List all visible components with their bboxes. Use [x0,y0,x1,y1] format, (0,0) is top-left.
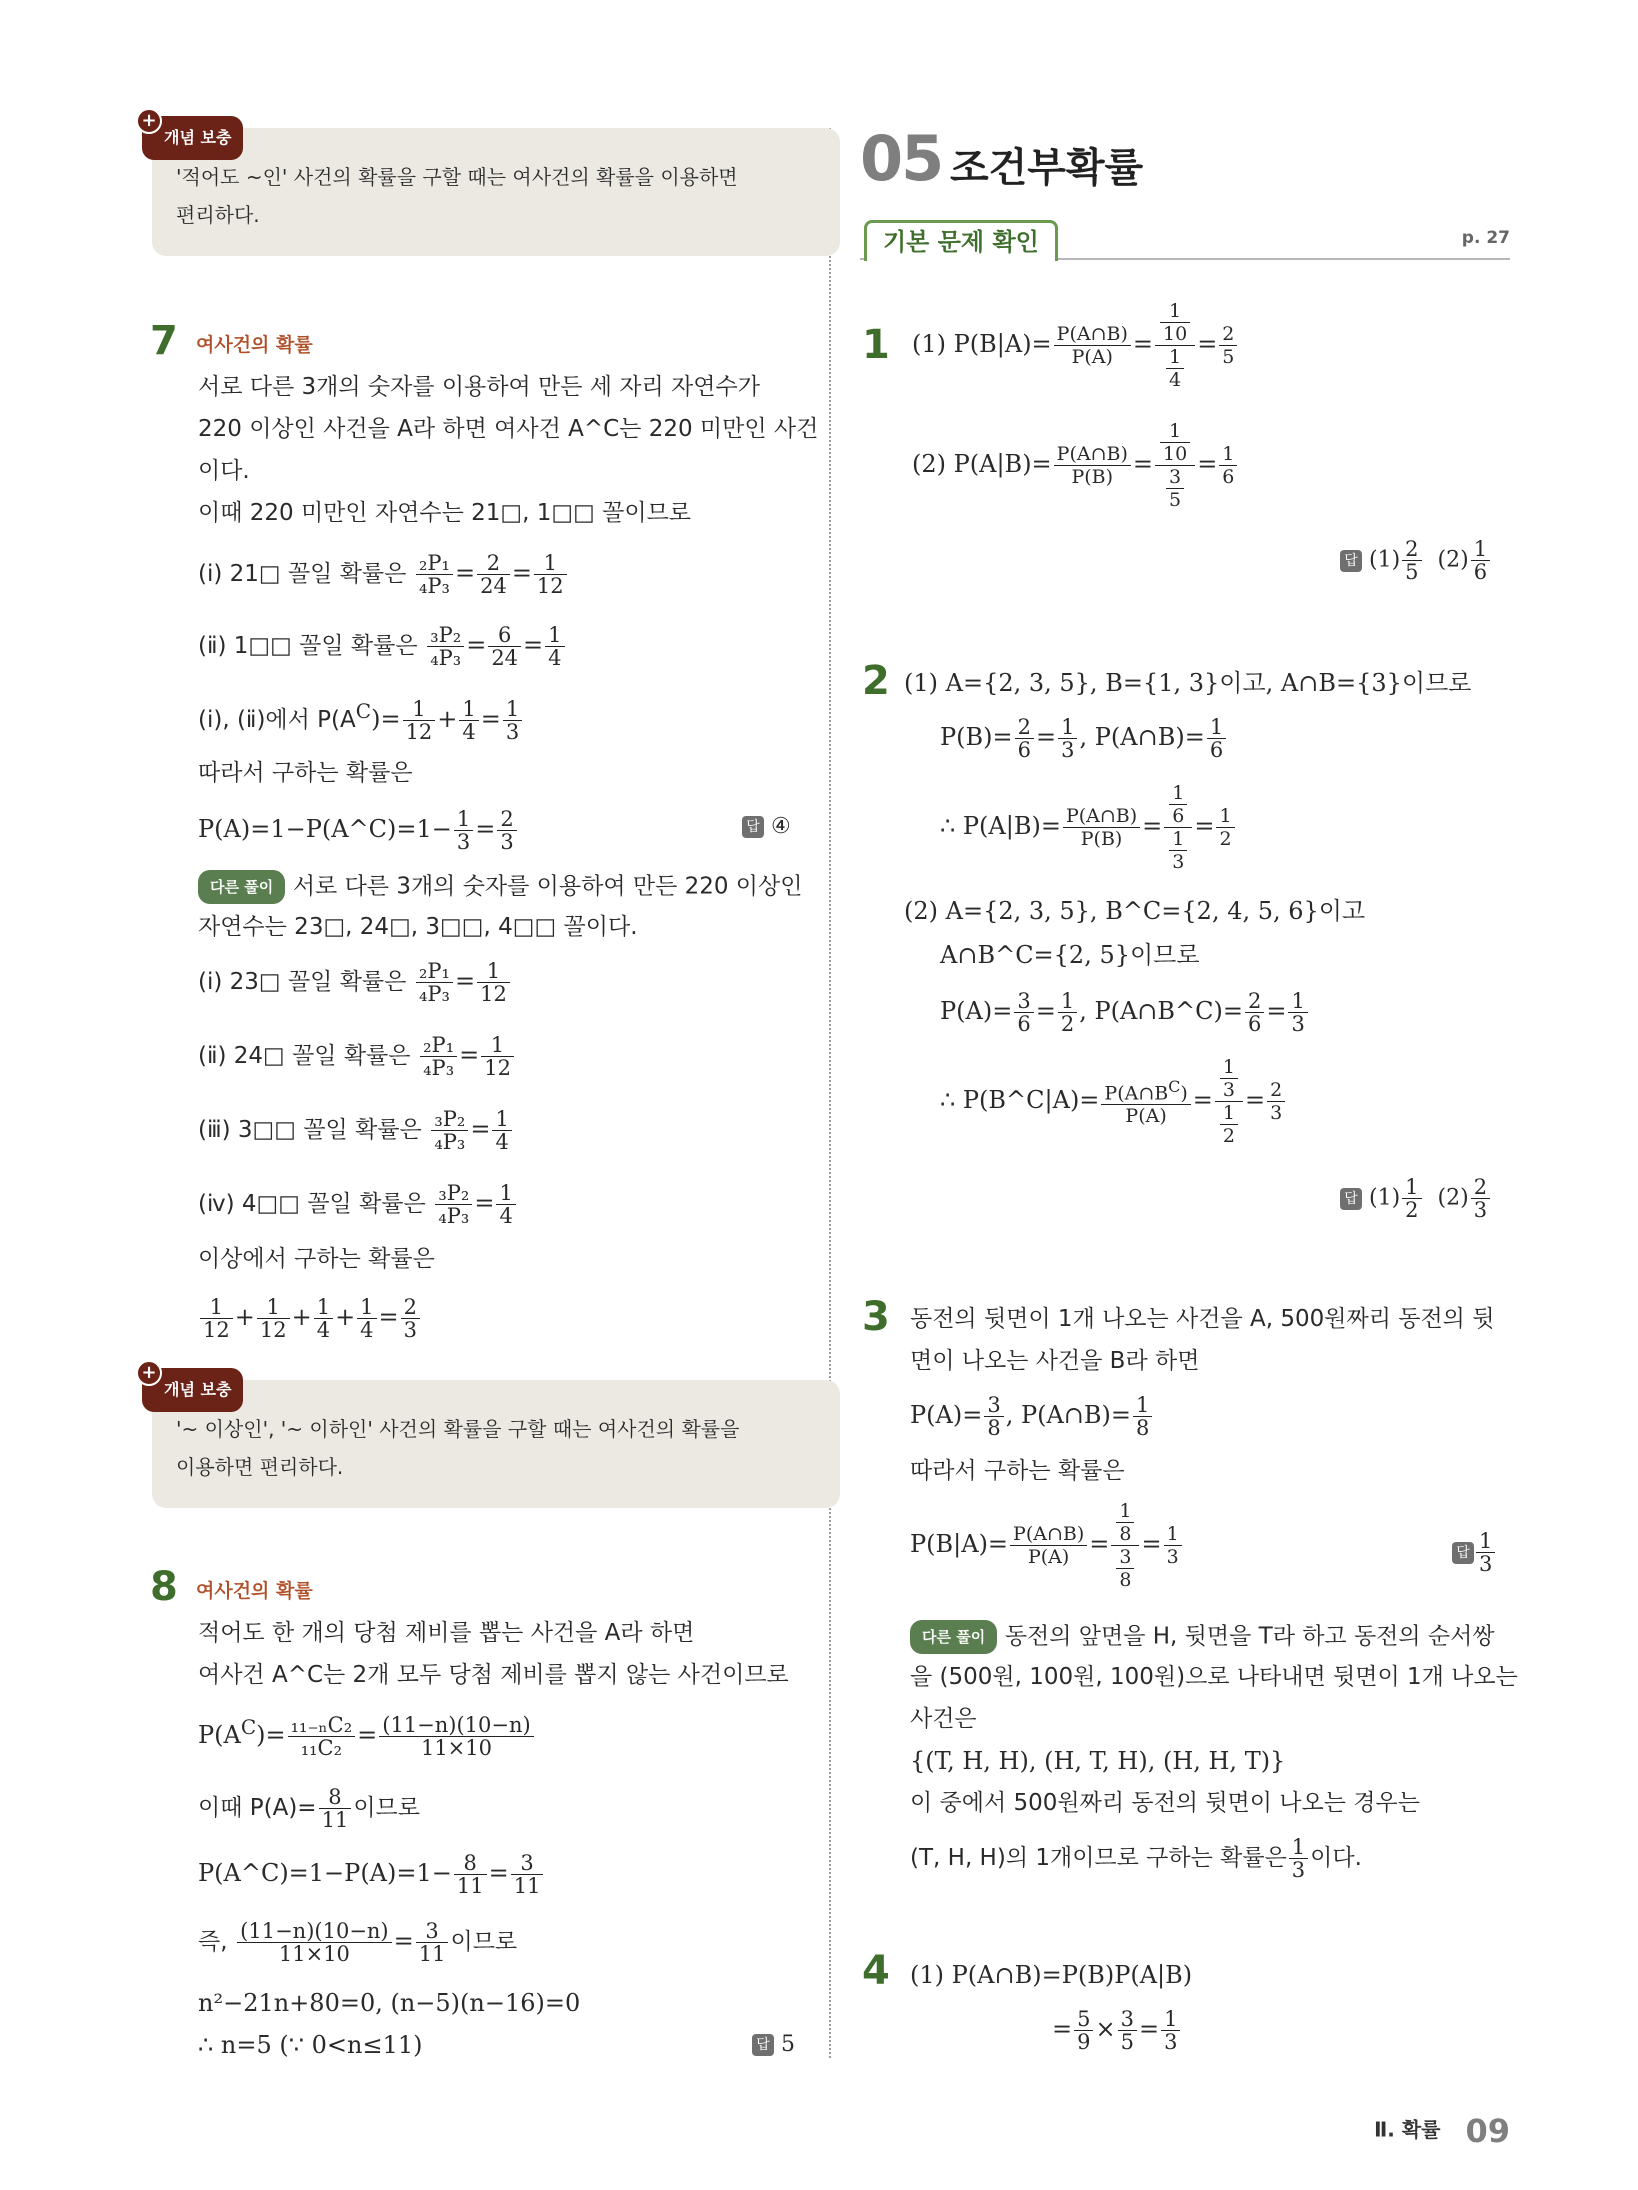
math-line: (1) P(B|A)= $\frac{P(A\cap B)}{P(A)}$ = $\frac{\frac{1}{10}}{\frac{1}{4}}$ = $\frac{2}{5}$ [912,300,1239,391]
basic-problems-header [860,220,1510,260]
math-line: (ⅰ) 21□ 꼴일 확률은 $\frac{\text{₂P₁}}{\text{₄P₃}}$ = $\frac{2}{24}$ = $\frac{1}{12}$ [198,552,569,597]
problem-number: 4 [862,1948,890,1994]
math-line: $\frac{1}{12}$ + $\frac{1}{12}$ + $\frac{1}{4}$ + $\frac{1}{4}$ = $\frac{2}{3}$ [198,1296,422,1341]
math-line: ∴ n=5 (∵ 0<n≤11) [198,2031,423,2059]
math-line: (ⅱ) 1□□ 꼴일 확률은 $\frac{\text{₃P₂}}{\text{₄P₃}}$ = $\frac{6}{24}$ = $\frac{1}{4}$ [198,624,567,669]
answer: 답 $\frac{1}{3}$ [1452,1530,1497,1575]
answer-icon: 답 [742,816,764,838]
math-line: P(A)=1−P(A^C)=1− $\frac{1}{3}$ = $\frac{2}{3}$ [198,808,519,853]
math-line: P(A)= $\frac{3}{6}$ = $\frac{1}{2}$ , P(A∩B^C)= $\frac{2}{6}$ = $\frac{1}{3}$ [940,990,1310,1035]
math-line: P(A^C)=1−P(A)=1− $\frac{8}{11}$ = $\frac{3}{11}$ [198,1852,545,1897]
column-divider [829,128,831,2058]
math-line: P(B|A)= $\frac{P(A\cap B)}{P(A)}$ = $\frac{\frac{1}{8}}{\frac{3}{8}}$ = $\frac{1}{3}$ [910,1500,1184,1591]
concept-text: 이용하면 편리하다. [176,1455,344,1479]
math-line: 즉, $\frac{(11-n)(10-n)}{11\times 10}$ = $\frac{3}{11}$ 이므로 [198,1919,518,1966]
math-line: (2) A={2, 3, 5}, B^C={2, 4, 5, 6}이고 [904,897,1366,925]
problem-number: 3 [862,1294,890,1340]
text-line: 서로 다른 3개의 숫자를 이용하여 만든 세 자리 자연수가 [198,374,760,400]
math-line: (ⅲ) 3□□ 꼴일 확률은 $\frac{\text{₃P₂}}{\text{₄P₃}}$ = $\frac{1}{4}$ [198,1108,514,1153]
math-line: = $\frac{5}{9}$ × $\frac{3}{5}$ = $\frac{1}{3}$ [1052,2008,1182,2053]
alt-solution-tag: 다른 풀이 [198,870,285,904]
text-line: 자연수는 23□, 24□, 3□□, 4□□ 꼴이다. [198,914,638,940]
text-line: 220 이상인 사건을 A라 하면 여사건 A^C는 220 미만인 사건 [198,416,819,442]
concept-box-2 [141,1362,840,1508]
math-line: ∴ P(B^C|A)= $\frac{P(A\cap B^C)}{P(A)}$ = $\frac{\frac{1}{3}}{\frac{1}{2}}$ = $\frac{2}{3}$ [940,1056,1287,1147]
basic-label: 기본 문제 확인 [864,220,1058,261]
problem-title: 여사건의 확률 [196,334,313,356]
math-line: (1) A={2, 3, 5}, B={1, 3}이고, A∩B={3}이므로 [904,669,1472,697]
math-line: (2) P(A|B)= $\frac{P(A\cap B)}{P(B)}$ = $\frac{\frac{1}{10}}{\frac{3}{5}}$ = $\frac{1}{6}$ [912,420,1239,511]
text-line: 따라서 구하는 확률은 [910,1458,1125,1484]
plus-icon: + [136,108,162,134]
page-number: 09 [1465,2112,1510,2150]
answer: 답 (1) $\frac{1}{2}$ (2) $\frac{2}{3}$ [1340,1176,1492,1221]
concept-tag: + 개념 보충 [142,116,243,160]
math-line: (ⅰ), (ⅱ)에서 $P(A^C)=$ $\frac{1}{12}$ + $\frac{1}{4}$ = $\frac{1}{3}$ [198,696,524,743]
page-footer [1374,2112,1510,2150]
answer: 답 (1) $\frac{2}{5}$ (2) $\frac{1}{6}$ [1340,538,1492,583]
math-line: P(A)= $\frac{3}{8}$ , P(A∩B)= $\frac{1}{8}$ [910,1394,1154,1439]
text-line: 이상에서 구하는 확률은 [198,1246,435,1272]
answer: 답 5 [752,2032,795,2057]
text-line: 따라서 구하는 확률은 [198,760,413,786]
math-line: (ⅳ) 4□□ 꼴일 확률은 $\frac{\text{₃P₂}}{\text{₄P₃}}$ = $\frac{1}{4}$ [198,1182,518,1227]
answer: 답 ④ [742,814,791,839]
concept-box-1 [141,110,840,256]
alt-solution-line: 다른 풀이 서로 다른 3개의 숫자를 이용하여 만든 220 이상인 [198,870,802,904]
math-line: (ⅰ) 23□ 꼴일 확률은 $\frac{\text{₂P₁}}{\text{₄P₃}}$ = $\frac{1}{12}$ [198,960,512,1005]
math-line: {(T, H, H), (H, T, H), (H, H, T)} [910,1747,1286,1775]
text-line: 을 (500원, 100원, 100원)으로 나타내면 뒷면이 1개 나오는 [910,1664,1518,1690]
math-line: (ⅱ) 24□ 꼴일 확률은 $\frac{\text{₂P₁}}{\text{₄P₃}}$ = $\frac{1}{12}$ [198,1034,516,1079]
math-line: $P(A^C)=$ $\frac{\text{₁₁₋ₙC₂}}{\text{₁₁C₂}}$ = $\frac{(11-n)(10-n)}{11\times 10}$ [198,1712,536,1759]
text-line: 적어도 한 개의 당첨 제비를 뽑는 사건을 A라 하면 [198,1620,695,1646]
problem-number: 2 [862,658,890,704]
text-line: 여사건 A^C는 2개 모두 당첨 제비를 뽑지 않는 사건이므로 [198,1662,789,1688]
math-line: (1) P(A∩B)=P(B)P(A|B) [910,1961,1193,1989]
text-line: 이다. [198,458,250,484]
concept-tag: + 개념 보충 [142,1368,243,1412]
answer-icon: 답 [1340,1188,1362,1210]
problem-number: 1 [862,322,890,368]
math-line: n²−21n+80=0, (n−5)(n−16)=0 [198,1989,581,2017]
alt-solution-line: 다른 풀이 동전의 앞면을 H, 뒷면을 T라 하고 동전의 순서쌍 [910,1620,1495,1654]
concept-text: '적어도 ~인' 사건의 확률을 구할 때는 여사건의 확률을 이용하면 [176,165,738,189]
chapter-label: Ⅱ. 확률 [1374,2117,1441,2142]
page-reference: p. 27 [1461,228,1510,248]
answer-icon: 답 [1452,1542,1474,1564]
concept-text: '~ 이상인', '~ 이하인' 사건의 확률을 구할 때는 여사건의 확률을 [176,1417,740,1441]
text-line: 사건은 [910,1706,977,1732]
math-line: (T, H, H)의 1개이므로 구하는 확률은 $\frac{1}{3}$ 이다. [910,1835,1362,1882]
text-line: 면이 나오는 사건을 B라 하면 [910,1348,1200,1374]
section-number: 05 [860,122,943,195]
answer-icon: 답 [752,2034,774,2056]
concept-text: 편리하다. [176,203,260,227]
section-title: 조건부확률 [950,145,1144,191]
text-line: 이 중에서 500원짜리 동전의 뒷면이 나오는 경우는 [910,1790,1420,1816]
math-line: ∴ P(A|B)= $\frac{P(A\cap B)}{P(B)}$ = $\frac{\frac{1}{6}}{\frac{1}{3}}$ = $\frac{1}{2}$ [940,782,1237,873]
plus-icon: + [136,1360,162,1386]
math-line: 이때 P(A)= $\frac{8}{11}$ 이므로 [198,1785,420,1832]
text-line: 동전의 뒷면이 1개 나오는 사건을 A, 500원짜리 동전의 뒷 [910,1306,1495,1332]
text-line: 이때 220 미만인 자연수는 21□, 1□□ 꼴이므로 [198,500,692,526]
answer-icon: 답 [1340,550,1362,572]
alt-solution-tag: 다른 풀이 [910,1620,997,1654]
math-line: A∩B^C={2, 5}이므로 [940,941,1200,969]
problem-number: 7 [150,318,178,364]
problem-title: 여사건의 확률 [196,1580,313,1602]
problem-number: 8 [150,1564,178,1610]
math-line: P(B)= $\frac{2}{6}$ = $\frac{1}{3}$ , P(A∩B)= $\frac{1}{6}$ [940,716,1228,761]
